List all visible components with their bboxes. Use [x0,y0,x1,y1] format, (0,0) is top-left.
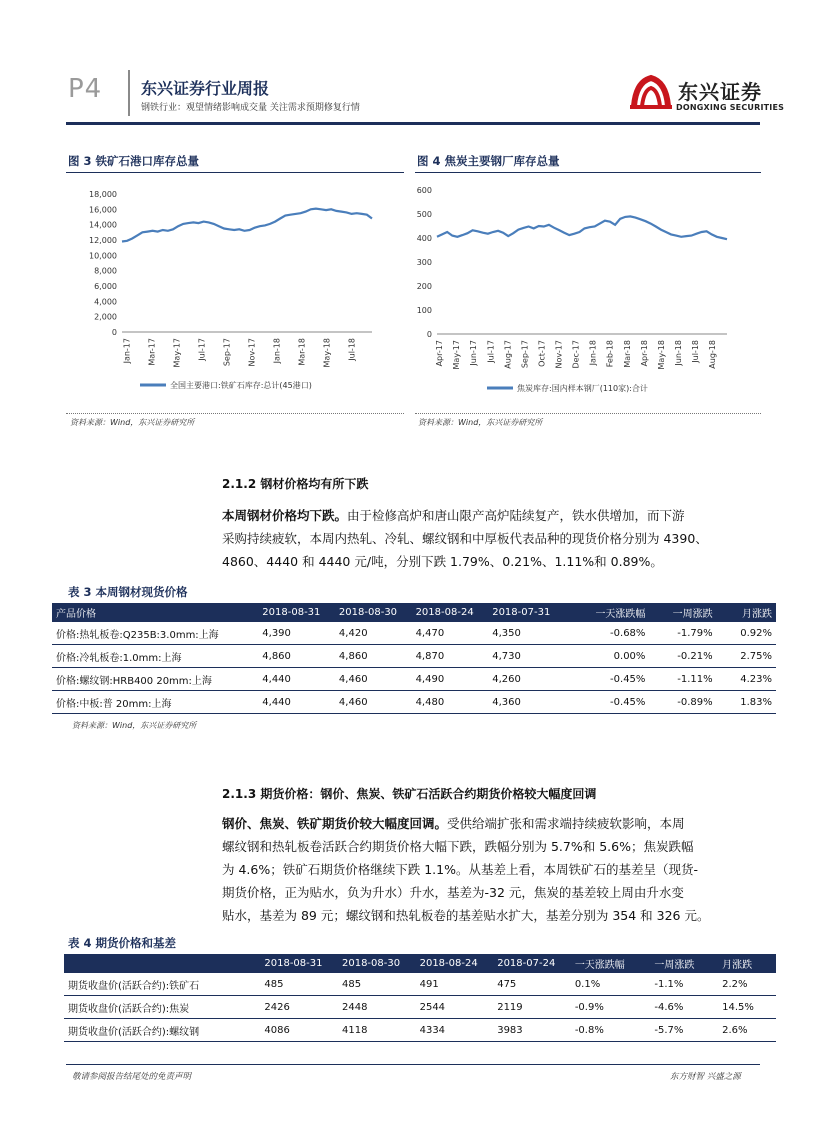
figure4-xtick-label: Jan-18 [588,340,598,366]
table-cell: 0.1% [571,973,651,996]
figure4-xtick-label: Dec-17 [571,340,581,369]
section-213-line5: 贴水，基差为 89 元；螺纹钢和热轧板卷的基差贴水扩大，基差分别为 354 和 326 元。 [222,908,710,923]
figure4-source: 资料来源：Wind，东兴证券研究所 [418,418,543,427]
table-cell: 4,440 [258,691,335,714]
table-cell: 2.75% [717,645,776,668]
section-213-line1: 钢价、焦炭、铁矿期货价较大幅度回调。受供给端扩张和需求端持续疲软影响，本周 [222,816,685,831]
table-cell: -0.9% [571,996,651,1019]
table-cell: 3983 [493,1019,571,1042]
table-cell: -0.45% [565,668,650,691]
table4-header-cell: 2018-08-31 [260,954,338,973]
table-cell: -0.89% [649,691,716,714]
footer-rule [66,1064,760,1065]
table-cell: 价格:热轧板卷:Q235B:3.0mm:上海 [52,622,258,645]
figure3-xtick-label: Jul-18 [347,338,357,361]
section-213-title: 2.1.3 期货价格：钢价、焦炭、铁矿石活跃合约期货价格较大幅度回调 [222,787,597,801]
figure4-ytick-label: 400 [416,234,432,243]
figure4-ytick-label: 0 [426,330,432,339]
table-cell: 4,460 [335,668,412,691]
figure4-bottom-rule [415,413,761,414]
figure3-ytick-label: 18,000 [89,190,117,199]
table-cell: 485 [260,973,338,996]
figure3-xtick-label: May-17 [172,338,182,368]
figure4-xtick-label: Aug-17 [503,340,513,369]
table-cell: 4,460 [335,691,412,714]
section-213-lead: 钢价、焦炭、铁矿期货价较大幅度回调。 [222,816,448,831]
table4-header-cell: 一天涨跌幅 [571,954,651,973]
figure4-xtick-label: Mar-18 [622,340,632,368]
table3-header-cell: 2018-08-24 [412,603,489,622]
table4-header-cell: 月涨跌 [718,954,776,973]
figure3-xtick-label: Nov-17 [247,338,257,367]
table-cell: -1.11% [649,668,716,691]
table-cell: 4,350 [488,622,565,645]
table-cell: -1.1% [650,973,718,996]
table4-header-cell [64,954,260,973]
figure3-xtick-label: Mar-18 [297,338,307,366]
footer-slogan: 东方财智 兴盛之源 [670,1072,741,1082]
table-cell: 475 [493,973,571,996]
table3-header-cell: 产品价格 [52,603,258,622]
figure4-xtick-label: Jul-17 [486,340,496,363]
table-row [52,691,776,714]
figure4-xtick-label: Oct-17 [537,340,547,367]
figure3-ytick-label: 2,000 [94,312,117,322]
figure3-ytick-label: 16,000 [89,205,117,215]
table-cell: 4118 [338,1019,416,1042]
figure4-xtick-label: May-18 [656,340,666,370]
table-cell: 4,360 [488,691,565,714]
table-cell: 4,480 [412,691,489,714]
figure3-xtick-label: Jan-18 [272,338,282,364]
footer-disclaimer: 敬请参阅报告结尾处的免责声明 [72,1072,192,1082]
table-cell: 价格:冷轧板卷:1.0mm:上海 [52,645,258,668]
table-cell: 2544 [416,996,494,1019]
figure3-series-line [122,209,372,242]
figure3-xtick-label: Sep-17 [222,338,232,367]
section-212-title: 2.1.2 钢材价格均有所下跌 [222,477,369,491]
figure4-xtick-label: Jun-18 [673,340,683,366]
table-cell: 4086 [260,1019,338,1042]
section-213-line3: 为 4.6%；铁矿石期货价格继续下跌 1.1%。从基差上看，本周铁矿石的基差呈（现货- [222,862,698,877]
table-cell: 485 [338,973,416,996]
table-cell: 2.6% [718,1019,776,1042]
figure4-xtick-label: Nov-17 [554,340,564,369]
table-row [64,996,776,1019]
table-cell: 价格:中板:普 20mm:上海 [52,691,258,714]
table-cell: 4,390 [258,622,335,645]
company-logo-icon [628,72,674,112]
table4-header-cell: 一周涨跌 [650,954,718,973]
table-cell: 4.23% [717,668,776,691]
figure3-xtick-label: Mar-17 [147,338,157,366]
table4-caption: 表 4 期货价格和基差 [68,936,177,950]
table3-source: 资料来源：Wind，东兴证券研究所 [72,721,197,730]
table-row [52,645,776,668]
figure4-top-rule [415,172,761,173]
header-divider [128,70,130,116]
table3-header-cell: 一周涨跌 [649,603,716,622]
figure4-xtick-label: Feb-18 [605,340,615,368]
figure3-ytick-label: 4,000 [94,297,117,307]
table-cell: 4334 [416,1019,494,1042]
report-title: 东兴证券行业周报 [141,79,270,98]
figure3-chart [66,176,406,412]
section-213-line2: 螺纹钢和热轧板卷活跃合约期货价格大幅下跌，跌幅分别为 5.7%和 5.6%；焦炭跌幅 [222,839,694,854]
company-logo-en: DONGXING SECURITIES [676,103,785,112]
figure4-legend-label: 焦炭库存:国内样本钢厂(110家):合计 [517,384,648,393]
section-212-paragraph [222,504,762,573]
table-cell: 4,260 [488,668,565,691]
table-cell: 4,730 [488,645,565,668]
figure4-xtick-label: Jul-18 [691,340,700,363]
table3-header-row [52,603,776,622]
figure4-xtick-label: Sep-17 [520,340,530,369]
table-cell: 期货收盘价(活跃合约):铁矿石 [64,973,260,996]
table3-header-cell: 2018-08-31 [258,603,335,622]
table-cell: -4.6% [650,996,718,1019]
header-rule [66,122,760,125]
table-cell: 4,860 [335,645,412,668]
figure4-xtick-label: Apr-17 [435,340,445,367]
figure3-ytick-label: 0 [111,328,117,337]
table-cell: 2426 [260,996,338,1019]
section-213-paragraph [222,812,762,927]
figure3-caption: 图 3 铁矿石港口库存总量 [68,154,200,168]
section-212-line1: 本周钢材价格均下跌。由于检修高炉和唐山限产高炉陆续复产，铁水供增加，而下游 [222,508,685,523]
figure4-xtick-label: May-17 [452,340,462,370]
table-cell: -0.68% [565,622,650,645]
figure4-ytick-label: 600 [416,186,432,195]
table-cell: 2.2% [718,973,776,996]
table-cell: 4,860 [258,645,335,668]
table-cell: 期货收盘价(活跃合约):焦炭 [64,996,260,1019]
table-cell: 2448 [338,996,416,1019]
figure3-top-rule [66,172,404,173]
figure4-ytick-label: 500 [416,210,432,219]
table-cell: 4,420 [335,622,412,645]
section-212-line2: 采购持续疲软，本周内热轧、冷轧、螺纹钢和中厚板代表品种的现货价格分别为 4390、 [222,531,708,546]
table4-header-row [64,954,776,973]
table-cell: 价格:螺纹钢:HRB400 20mm:上海 [52,668,258,691]
section-213-line4: 期货价格，正为贴水，负为升水）升水，基差为-32 元，焦炭的基差较上周由升水变 [222,885,684,900]
table4-header-cell: 2018-07-24 [493,954,571,973]
table-row [52,668,776,691]
table-cell: -0.21% [649,645,716,668]
table3-caption: 表 3 本周钢材现货价格 [68,585,188,599]
table-cell: 2119 [493,996,571,1019]
figure3-ytick-label: 14,000 [89,220,117,230]
company-logo-cn: 东兴证券 [678,80,762,104]
table-row [64,973,776,996]
table3-header-cell: 一天涨跌幅 [565,603,650,622]
figure4-xtick-label: Jun-17 [469,340,479,366]
figure3-ytick-label: 8,000 [94,266,117,276]
table-cell: 期货收盘价(活跃合约):螺纹钢 [64,1019,260,1042]
table-cell: 4,870 [412,645,489,668]
figure3-source: 资料来源：Wind，东兴证券研究所 [70,418,195,427]
figure4-ytick-label: 200 [416,282,432,291]
table3 [52,603,776,714]
table-cell: 4,470 [412,622,489,645]
table-cell: -0.45% [565,691,650,714]
table3-header-cell: 2018-07-31 [488,603,565,622]
table-row [64,1019,776,1042]
section-212-line3: 4860、4440 和 4440 元/吨，分别下跌 1.79%、0.21%、1.11%和 0.89%。 [222,554,663,569]
figure4-chart [415,176,761,412]
table-cell: 491 [416,973,494,996]
figure4-xtick-label: Apr-18 [639,340,649,367]
figure3-xtick-label: Jul-17 [197,338,207,361]
table-cell: 14.5% [718,996,776,1019]
figure4-caption: 图 4 焦炭主要钢厂库存总量 [417,154,560,168]
figure4-series-line [437,216,727,239]
table-cell: 0.92% [717,622,776,645]
figure3-ytick-label: 10,000 [89,251,117,261]
table-cell: 1.83% [717,691,776,714]
table4-header-cell: 2018-08-24 [416,954,494,973]
table4-header-cell: 2018-08-30 [338,954,416,973]
figure3-bottom-rule [66,413,404,414]
report-subtitle: 钢铁行业：观望情绪影响成交量 关注需求预期修复行情 [141,103,360,113]
figure3-xtick-label: Jan-17 [122,338,132,364]
table-cell: 4,490 [412,668,489,691]
table-row [52,622,776,645]
table-cell: -1.79% [649,622,716,645]
page-number: P4 [68,74,103,104]
table-cell: -5.7% [650,1019,718,1042]
table-cell: -0.8% [571,1019,651,1042]
figure4-ytick-label: 300 [416,258,432,267]
figure3-xtick-label: May-18 [322,338,332,368]
figure4-ytick-label: 100 [416,306,432,315]
table3-header-cell: 月涨跌 [717,603,776,622]
figure3-legend-label: 全国主要港口:铁矿石库存:总计(45港口) [170,381,312,390]
table3-header-cell: 2018-08-30 [335,603,412,622]
table-cell: 4,440 [258,668,335,691]
section-212-lead: 本周钢材价格均下跌。 [222,508,348,523]
figure3-ytick-label: 12,000 [89,236,117,245]
figure4-xtick-label: Aug-18 [708,340,718,369]
table-cell: 0.00% [565,645,650,668]
table4 [64,954,776,1042]
figure3-ytick-label: 6,000 [94,282,117,291]
